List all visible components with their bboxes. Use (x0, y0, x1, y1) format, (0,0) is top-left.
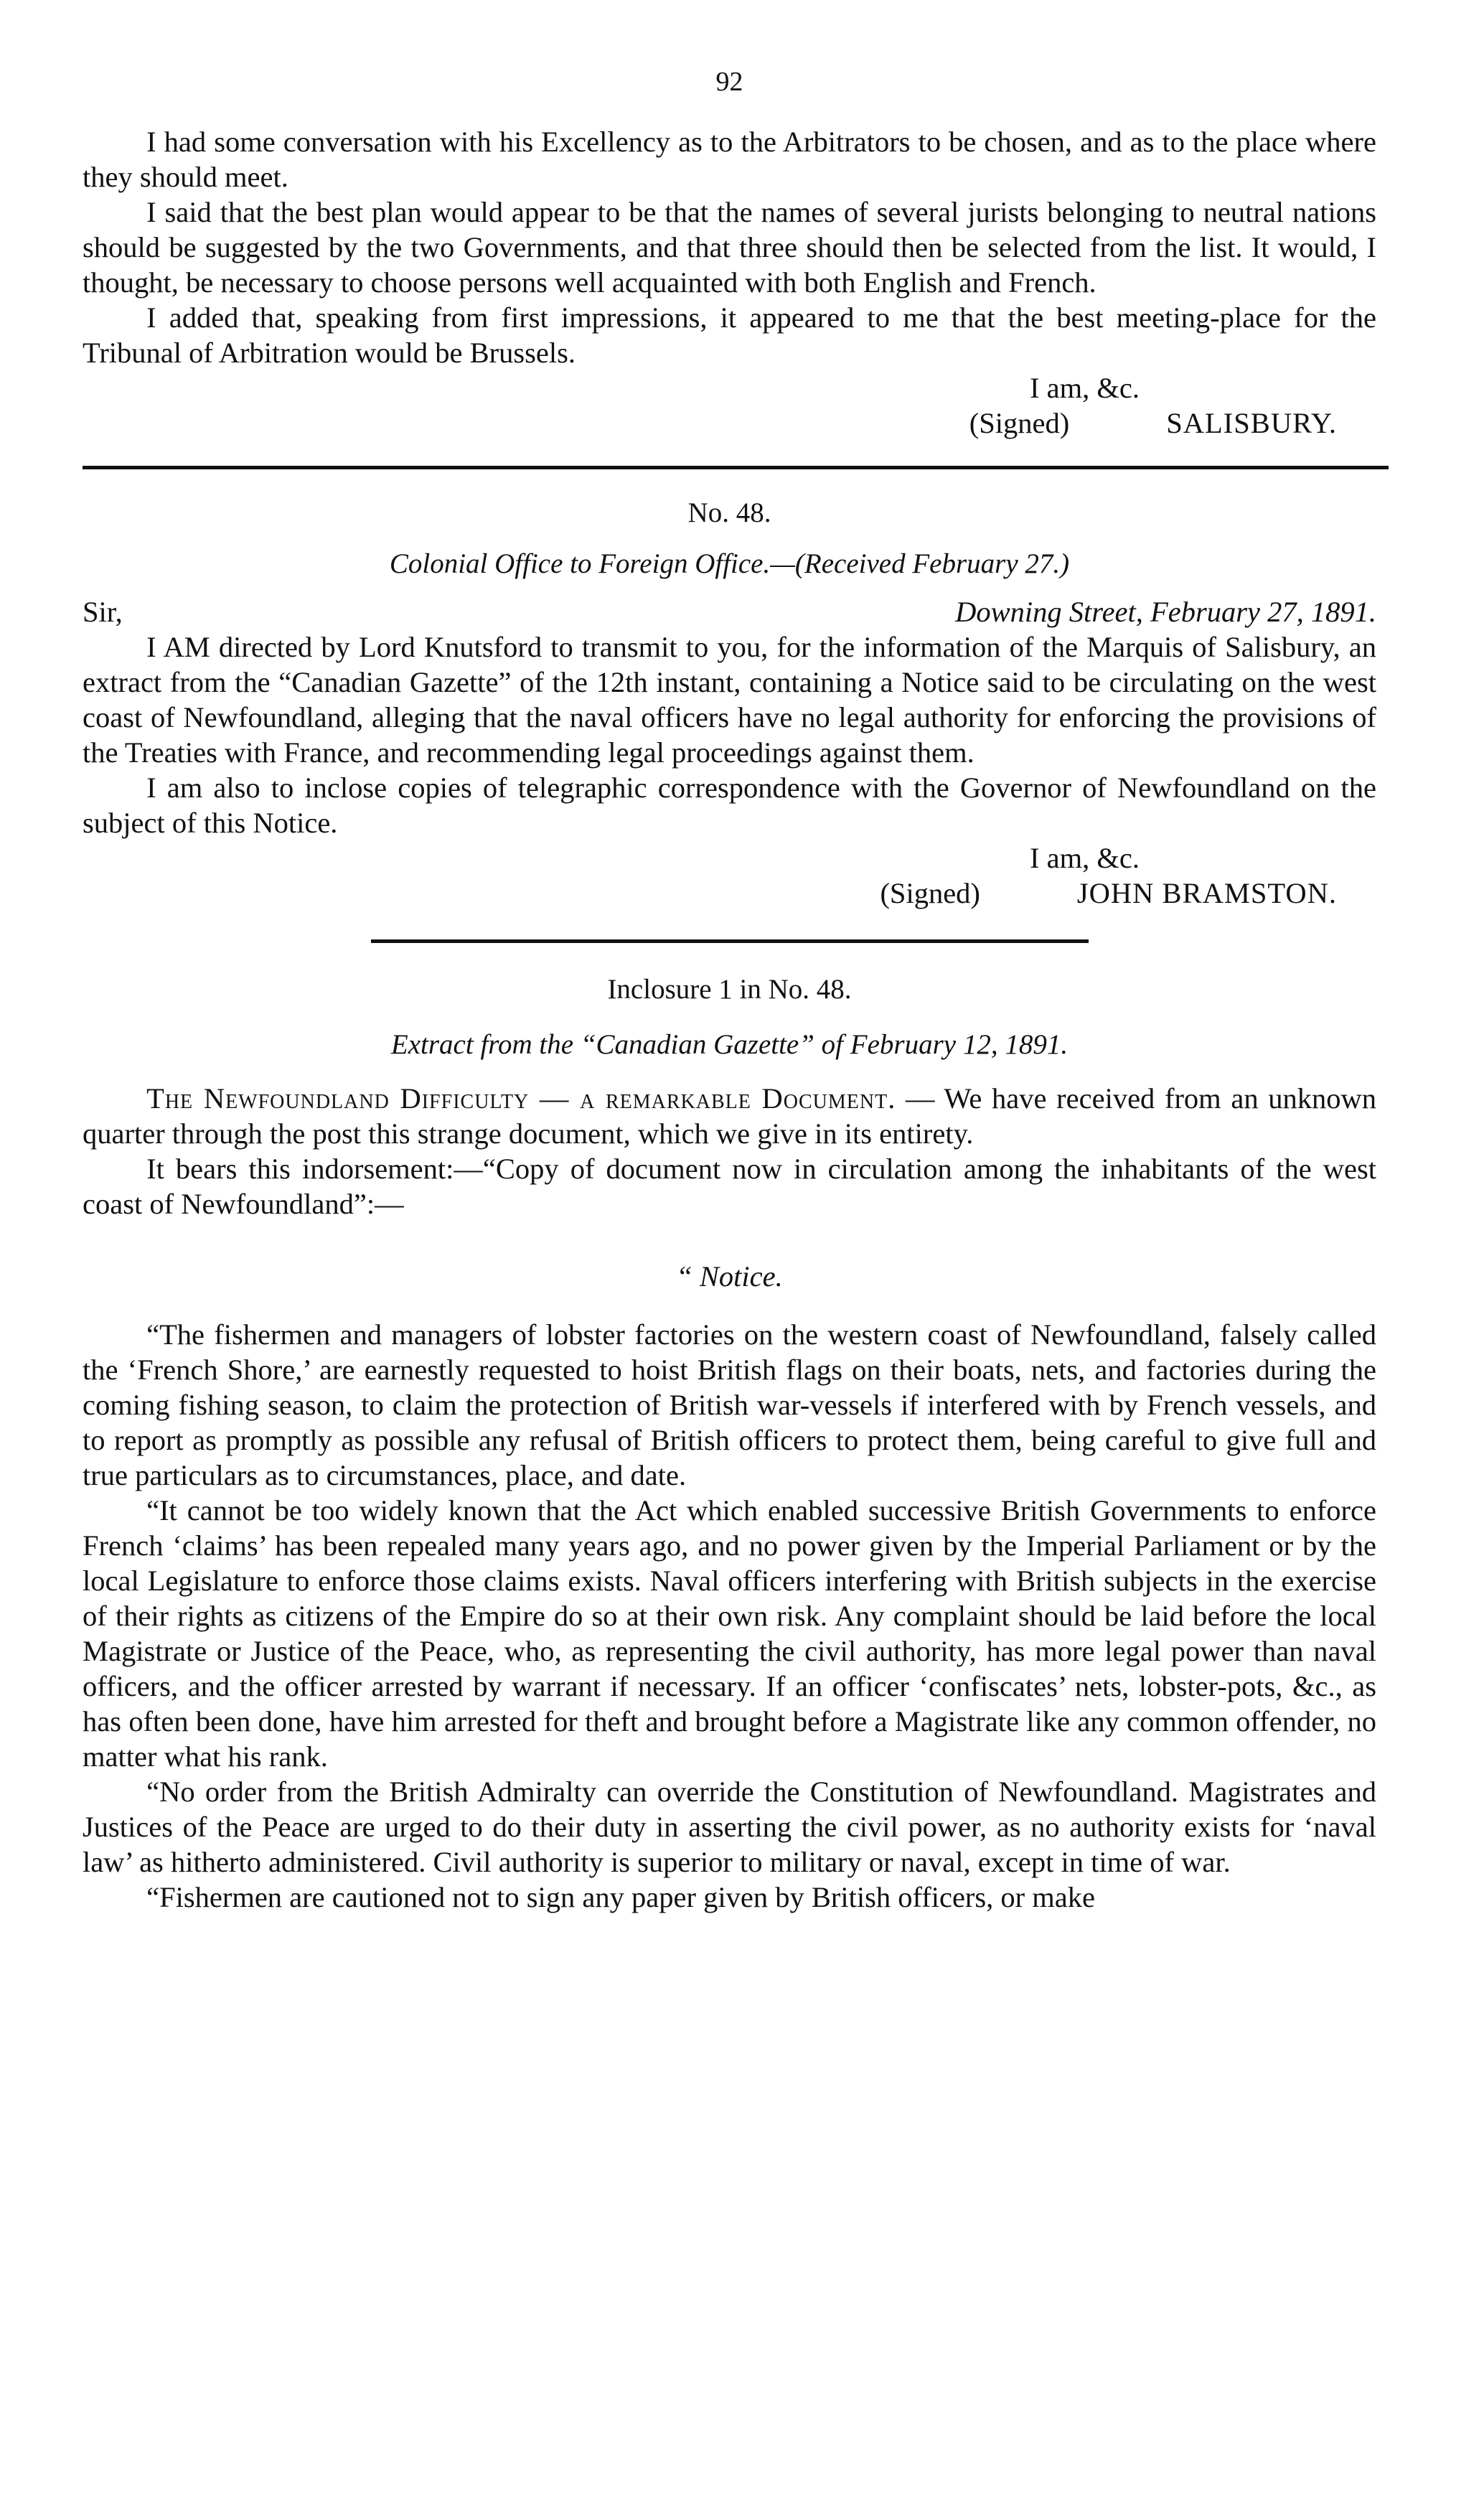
notice-paragraph: “No order from the British Admiralty can override the Constitution of Newfoundland. Magistrates and Justices of the Peace are urged to do their duty in asserting the civil power, as no authority exists for ‘naval law’ as hitherto administered. Civil authority is superior to military or naval, except in time of war. (83, 1776, 1376, 1878)
notice-paragraph: “Fishermen are cautioned not to sign any paper given by British officers, or make (146, 1881, 1095, 1913)
closing-block (83, 370, 1376, 441)
paragraph: I said that the best plan would appear to be that the names of several jurists belonging to neutral nations should be suggested by the two Governments, and that three should then be selected from the list. It would, I thought, be necessary to choose persons well acquainted with both English and French. (83, 196, 1376, 299)
notice-paragraph: “The fishermen and managers of lobster factories on the western coast of Newfoundland, falsely called the ‘French Shore,’ are earnestly requested to hoist British flags on their boats, nets, and factories during the coming fishing season, to claim the protection of British war-vessels if interfered with by French vessels, and to report as promptly as possible any refusal of British officers to protect them, being careful to give full and true particulars as to circumstances, place, and date. (83, 1318, 1376, 1491)
inclosure-title: Inclosure 1 in No. 48. (607, 974, 852, 1005)
inclosure-1 (83, 972, 1376, 1915)
signature-line (969, 405, 1337, 441)
closing-block (83, 840, 1376, 911)
paragraph: I added that, speaking from first impressions, it appeared to me that the best meeting-place for the Tribunal of Arbitration would be Brussels. (83, 301, 1376, 369)
closing-phrase: I am, &c. (1030, 372, 1140, 404)
paragraph: I had some conversation with his Excellency as to the Arbitrators to be chosen, and as to the place where they should meet. (83, 126, 1376, 193)
document-no-48 (83, 495, 1376, 911)
notice-heading: “ Notice. (676, 1260, 783, 1293)
dateline: Downing Street, February 27, 1891. (955, 596, 1376, 628)
inclosure-subtitle: Extract from the “Canadian Gazette” of February 12, 1891. (390, 1029, 1069, 1060)
document-heading: Colonial Office to Foreign Office.—(Received February 27.) (389, 548, 1070, 579)
signed-label: (Signed) (969, 407, 1070, 439)
notice-paragraph: “It cannot be too widely known that the Act which enabled successive British Governments to enforce French ‘claims’ has been repealed many years ago, and no power given by the Imperial Parliament or by the local Legislature to enforce those claims exists. Naval officers interfering with British subjects in the exercise of their rights as citizens of the Empire do so at their own risk. Any complaint should be laid before the local Magistrate or Justice of the Peace, who, as representing the civil authority, has more legal power than naval officers, and the officer arrested by warrant if necessary. If an officer ‘confiscates’ nets, lobster-pots, &c., as has often been done, have him arrested for theft and brought before a Magistrate like any common offender, no matter what his rank. (83, 1494, 1376, 1773)
closing-phrase: I am, &c. (1030, 842, 1140, 874)
paragraph: I AM directed by Lord Knutsford to transmit to you, for the information of the Marquis of Salisbury, an extract from the “Canadian Gazette” of the 12th instant, containing a Notice said to be circulating on the west coast of Newfoundland, alleging that the naval officers have no legal authority for enforcing the provisions of the Treaties with France, and recommending legal proceedings against them. (83, 631, 1376, 769)
salutation: Sir, (83, 596, 123, 628)
document-number: No. 48. (687, 497, 771, 528)
section-divider (371, 939, 1089, 943)
page-number: 92 (715, 67, 743, 97)
paragraph: It bears this indorsement:—“Copy of document now in circulation among the inhabitants of the west coast of Newfoundland”:— (83, 1153, 1376, 1220)
lead-text: — We have received from an unknown quarter through the post this strange document, which we give in its entirety. (83, 1082, 1376, 1150)
paragraph: I am also to inclose copies of telegraphic correspondence with the Governor of Newfoundland on the subject of this Notice. (83, 771, 1376, 839)
section-divider (83, 466, 1389, 469)
salisbury-letter (83, 124, 1376, 441)
signature: SALISBURY. (1166, 407, 1337, 439)
signed-label: (Signed) (880, 877, 980, 909)
signature-line (880, 876, 1337, 911)
lead-caps: The Newfoundland Difficulty — a remarkable Document. (146, 1082, 896, 1115)
lead-paragraph (83, 1081, 1376, 1151)
signature: JOHN BRAMSTON. (1076, 877, 1337, 909)
salutation-line (83, 594, 1376, 629)
